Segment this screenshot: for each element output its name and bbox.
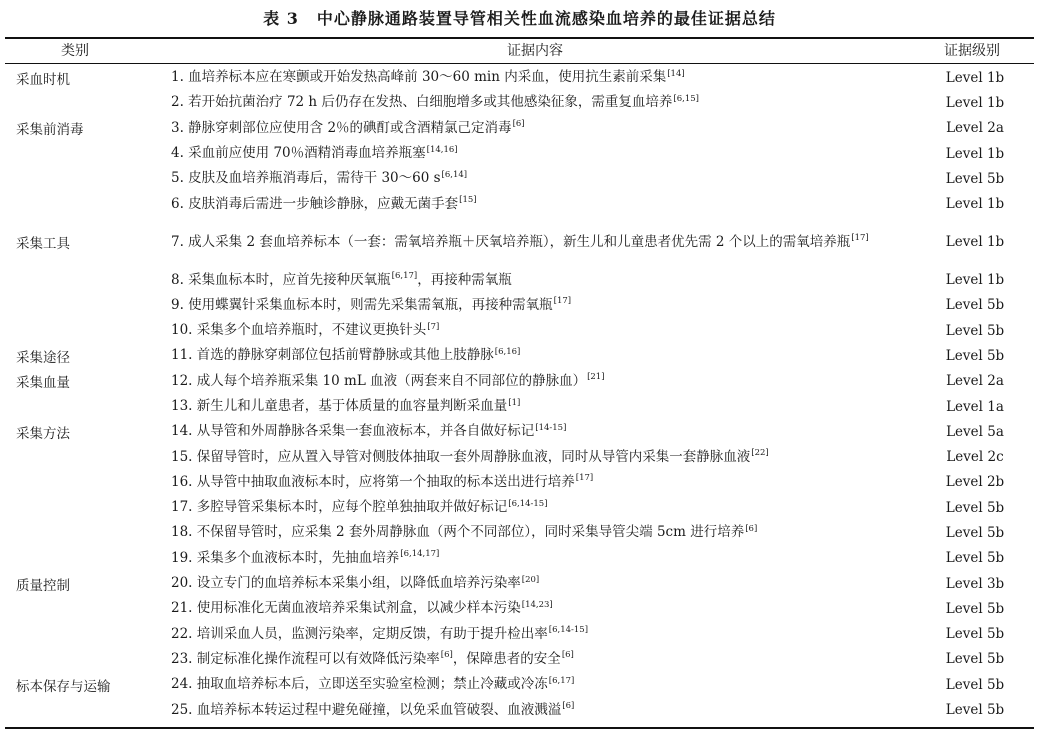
row-level: Level 5b bbox=[945, 322, 1005, 339]
header-evidence: 证据内容 bbox=[507, 43, 563, 59]
evidence-text: 4. 采血前应使用 70％酒精消毒血培养瓶塞 bbox=[171, 145, 426, 162]
evidence-text: 23. 制定标准化操作流程可以有效降低污染率 bbox=[171, 650, 440, 667]
row-category: 质量控制 bbox=[16, 577, 70, 594]
row-level: Level 1a bbox=[946, 398, 1004, 415]
citation-ref: [17] bbox=[553, 296, 572, 307]
evidence-text: 13. 新生儿和儿童患者，基于体质量的血容量判断采血量 bbox=[171, 398, 508, 414]
row-evidence bbox=[171, 267, 906, 292]
evidence-text: 20. 设立专门的血培养标本采集小组，以降低血培养污染率 bbox=[171, 575, 521, 592]
row-level: Level 5b bbox=[945, 626, 1005, 643]
evidence-text: 14. 从导管和外周静脉各采集一套血液标本，并各自做好标记 bbox=[171, 423, 535, 440]
citation-ref: [6] bbox=[745, 523, 758, 534]
table-row bbox=[0, 697, 1039, 722]
top-rule bbox=[5, 37, 1034, 39]
row-level: Level 5b bbox=[945, 676, 1005, 693]
row-level: Level 5b bbox=[945, 524, 1005, 541]
row-evidence bbox=[171, 647, 906, 672]
evidence-text-tail: ，再接种需氧瓶 bbox=[417, 271, 512, 288]
table-row bbox=[0, 495, 1039, 520]
evidence-text: 19. 采集多个血液标本时，先抽血培养 bbox=[171, 549, 400, 566]
table-body bbox=[0, 65, 1039, 723]
evidence-text: 22. 培训采血人员，监测污染率，定期反馈，有助于提升检出率 bbox=[171, 625, 548, 642]
table-row bbox=[0, 318, 1039, 343]
evidence-text: 15. 保留导管时，应从置入导管对侧肢体抽取一套外周静脉血液，同时从导管内采集一套静脉血液 bbox=[171, 448, 751, 465]
evidence-text: 6. 皮肤消毒后需进一步触诊静脉，应戴无菌手套 bbox=[171, 195, 459, 212]
row-evidence bbox=[171, 217, 906, 268]
citation-ref: [6] bbox=[561, 650, 574, 661]
table-row bbox=[0, 166, 1039, 191]
row-evidence bbox=[171, 90, 906, 115]
table-row bbox=[0, 116, 1039, 141]
citation-ref: [6] bbox=[562, 701, 575, 712]
evidence-text: 12. 成人每个培养瓶采集 10 mL 血液（两套来自不同部位的静脉血） bbox=[171, 372, 587, 389]
row-evidence bbox=[171, 318, 906, 343]
header-level: 证据级别 bbox=[944, 43, 1000, 59]
row-evidence bbox=[171, 571, 906, 596]
row-evidence bbox=[171, 394, 906, 419]
table-title bbox=[0, 6, 1039, 29]
evidence-text: 3. 静脉穿刺部位应使用含 2％的碘酊或含酒精氯己定消毒 bbox=[171, 119, 512, 136]
citation-ref: [22] bbox=[751, 448, 769, 459]
row-evidence bbox=[171, 419, 906, 444]
table-row bbox=[0, 267, 1039, 292]
row-evidence bbox=[171, 369, 906, 394]
row-evidence bbox=[171, 141, 906, 166]
table-caption: 中心静脉通路装置导管相关性血流感染血培养的最佳证据总结 bbox=[316, 9, 776, 28]
evidence-text: 1. 血培养标本应在寒颤或开始发热高峰前 30～60 min 内采血，使用抗生素前采集 bbox=[171, 69, 667, 86]
row-level: Level 5b bbox=[945, 499, 1005, 516]
table-label: 表 3 bbox=[263, 9, 299, 28]
citation-ref: [1] bbox=[508, 397, 521, 408]
evidence-text: 18. 不保留导管时，应采集 2 套外周静脉血（两个不同部位），同时采集导管尖端 5cm 进行培养 bbox=[171, 524, 745, 541]
citation-ref: [6] bbox=[512, 119, 525, 130]
table-row bbox=[0, 90, 1039, 115]
row-evidence bbox=[171, 444, 906, 469]
citation-ref: [6,17] bbox=[548, 675, 575, 686]
row-level: Level 1b bbox=[945, 234, 1005, 251]
row-evidence bbox=[171, 293, 906, 318]
row-category: 采集工具 bbox=[16, 236, 70, 253]
row-level: Level 3b bbox=[945, 575, 1005, 592]
row-level: Level 2b bbox=[945, 474, 1005, 491]
row-evidence bbox=[171, 622, 906, 647]
evidence-text: 21. 使用标准化无菌血液培养采集试剂盒，以减少样本污染 bbox=[171, 600, 521, 617]
row-level: Level 5b bbox=[945, 651, 1005, 668]
table-row bbox=[0, 141, 1039, 166]
table-row bbox=[0, 65, 1039, 90]
row-level: Level 1b bbox=[945, 94, 1005, 111]
citation-ref: [6,14-15] bbox=[508, 498, 548, 509]
citation-ref: [17] bbox=[851, 233, 869, 244]
evidence-text-tail: ，保障患者的安全 bbox=[452, 650, 561, 667]
row-level: Level 1b bbox=[945, 69, 1005, 86]
row-evidence bbox=[171, 166, 906, 191]
row-level: Level 1b bbox=[945, 272, 1005, 289]
table-row bbox=[0, 571, 1039, 596]
row-category: 采集方法 bbox=[16, 425, 70, 442]
table-row bbox=[0, 343, 1039, 368]
citation-ref: [14,23] bbox=[521, 599, 553, 610]
table-row bbox=[0, 672, 1039, 697]
table-row bbox=[0, 546, 1039, 571]
row-level: Level 5b bbox=[945, 702, 1005, 719]
table-row bbox=[0, 622, 1039, 647]
citation-ref: [21] bbox=[587, 372, 605, 383]
row-evidence bbox=[171, 116, 906, 141]
row-category: 采集前消毒 bbox=[16, 122, 84, 139]
citation-ref: [15] bbox=[459, 195, 477, 206]
evidence-text: 25. 血培养标本转运过程中避免碰撞，以免采血管破裂、血液溅溢 bbox=[171, 701, 562, 718]
citation-ref: [6] bbox=[440, 650, 453, 661]
table-row bbox=[0, 444, 1039, 469]
table-row bbox=[0, 470, 1039, 495]
citation-ref: [14,16] bbox=[426, 144, 458, 155]
table-row bbox=[0, 647, 1039, 672]
row-level: Level 5b bbox=[945, 347, 1005, 364]
row-level: Level 5b bbox=[945, 170, 1005, 187]
table-row bbox=[0, 191, 1039, 216]
bottom-rule bbox=[5, 727, 1034, 729]
citation-ref: [6,17] bbox=[391, 271, 418, 282]
table-row bbox=[0, 419, 1039, 444]
row-evidence bbox=[171, 546, 906, 571]
citation-ref: [20] bbox=[521, 574, 540, 585]
citation-ref: [6,16] bbox=[494, 346, 521, 357]
row-evidence bbox=[171, 65, 906, 90]
row-level: Level 1b bbox=[945, 145, 1005, 162]
citation-ref: [6,14] bbox=[441, 169, 468, 180]
evidence-text: 16. 从导管中抽取血液标本时，应将第一个抽取的标本送出进行培养 bbox=[171, 473, 575, 490]
row-evidence bbox=[171, 470, 906, 495]
row-evidence bbox=[171, 343, 906, 368]
citation-ref: [14] bbox=[667, 68, 685, 79]
row-level: Level 2c bbox=[946, 449, 1004, 466]
table-row bbox=[0, 596, 1039, 621]
evidence-text: 10. 采集多个血培养瓶时，不建议更换针头 bbox=[171, 322, 427, 339]
row-evidence bbox=[171, 191, 906, 216]
citation-ref: [7] bbox=[427, 321, 440, 332]
evidence-text: 17. 多腔导管采集标本时，应每个腔单独抽取并做好标记 bbox=[171, 499, 508, 516]
header-category: 类别 bbox=[61, 43, 89, 59]
header-rule bbox=[5, 63, 1034, 64]
row-evidence bbox=[171, 596, 906, 621]
row-category: 采集血量 bbox=[16, 375, 70, 392]
row-level: Level 2a bbox=[946, 373, 1004, 390]
row-evidence bbox=[171, 520, 906, 545]
citation-ref: [14-15] bbox=[535, 422, 567, 433]
citation-ref: [6,14-15] bbox=[548, 625, 589, 636]
table-row bbox=[0, 520, 1039, 545]
row-level: Level 1b bbox=[945, 196, 1005, 213]
row-level: Level 2a bbox=[946, 120, 1004, 137]
citation-ref: [6,14,17] bbox=[400, 549, 440, 560]
evidence-text: 8. 采集血标本时，应首先接种厌氧瓶 bbox=[171, 271, 391, 288]
evidence-text: 7. 成人采集 2 套血培养标本（一套：需氧培养瓶＋厌氧培养瓶），新生儿和儿童患者优先需 2 个以上的需氧培养瓶 bbox=[171, 233, 851, 250]
row-category: 采集途径 bbox=[16, 349, 70, 366]
row-evidence bbox=[171, 672, 906, 697]
row-category: 标本保存与运输 bbox=[16, 678, 111, 695]
evidence-text: 11. 首选的静脉穿刺部位包括前臂静脉或其他上肢静脉 bbox=[171, 347, 494, 364]
citation-ref: [17] bbox=[575, 473, 594, 484]
evidence-text: 24. 抽取血培养标本后，立即送至实验室检测；禁止冷藏或冷冻 bbox=[171, 676, 548, 693]
table-row bbox=[0, 394, 1039, 419]
row-category: 采血时机 bbox=[16, 71, 70, 88]
row-level: Level 5a bbox=[946, 423, 1004, 440]
evidence-text: 2. 若开始抗菌治疗 72 h 后仍存在发热、白细胞增多或其他感染征象，需重复血培养 bbox=[171, 94, 673, 111]
row-level: Level 5b bbox=[945, 550, 1005, 567]
evidence-text: 5. 皮肤及血培养瓶消毒后，需待干 30～60 s bbox=[171, 170, 441, 187]
row-level: Level 5b bbox=[945, 600, 1005, 617]
table-row bbox=[0, 369, 1039, 394]
table-row bbox=[0, 217, 1039, 268]
citation-ref: [6,15] bbox=[673, 93, 699, 104]
row-evidence bbox=[171, 697, 906, 722]
table-row bbox=[0, 293, 1039, 318]
evidence-text: 9. 使用蝶翼针采集血标本时，则需先采集需氧瓶，再接种需氧瓶 bbox=[171, 296, 553, 313]
row-level: Level 5b bbox=[945, 297, 1005, 314]
row-evidence bbox=[171, 495, 906, 520]
